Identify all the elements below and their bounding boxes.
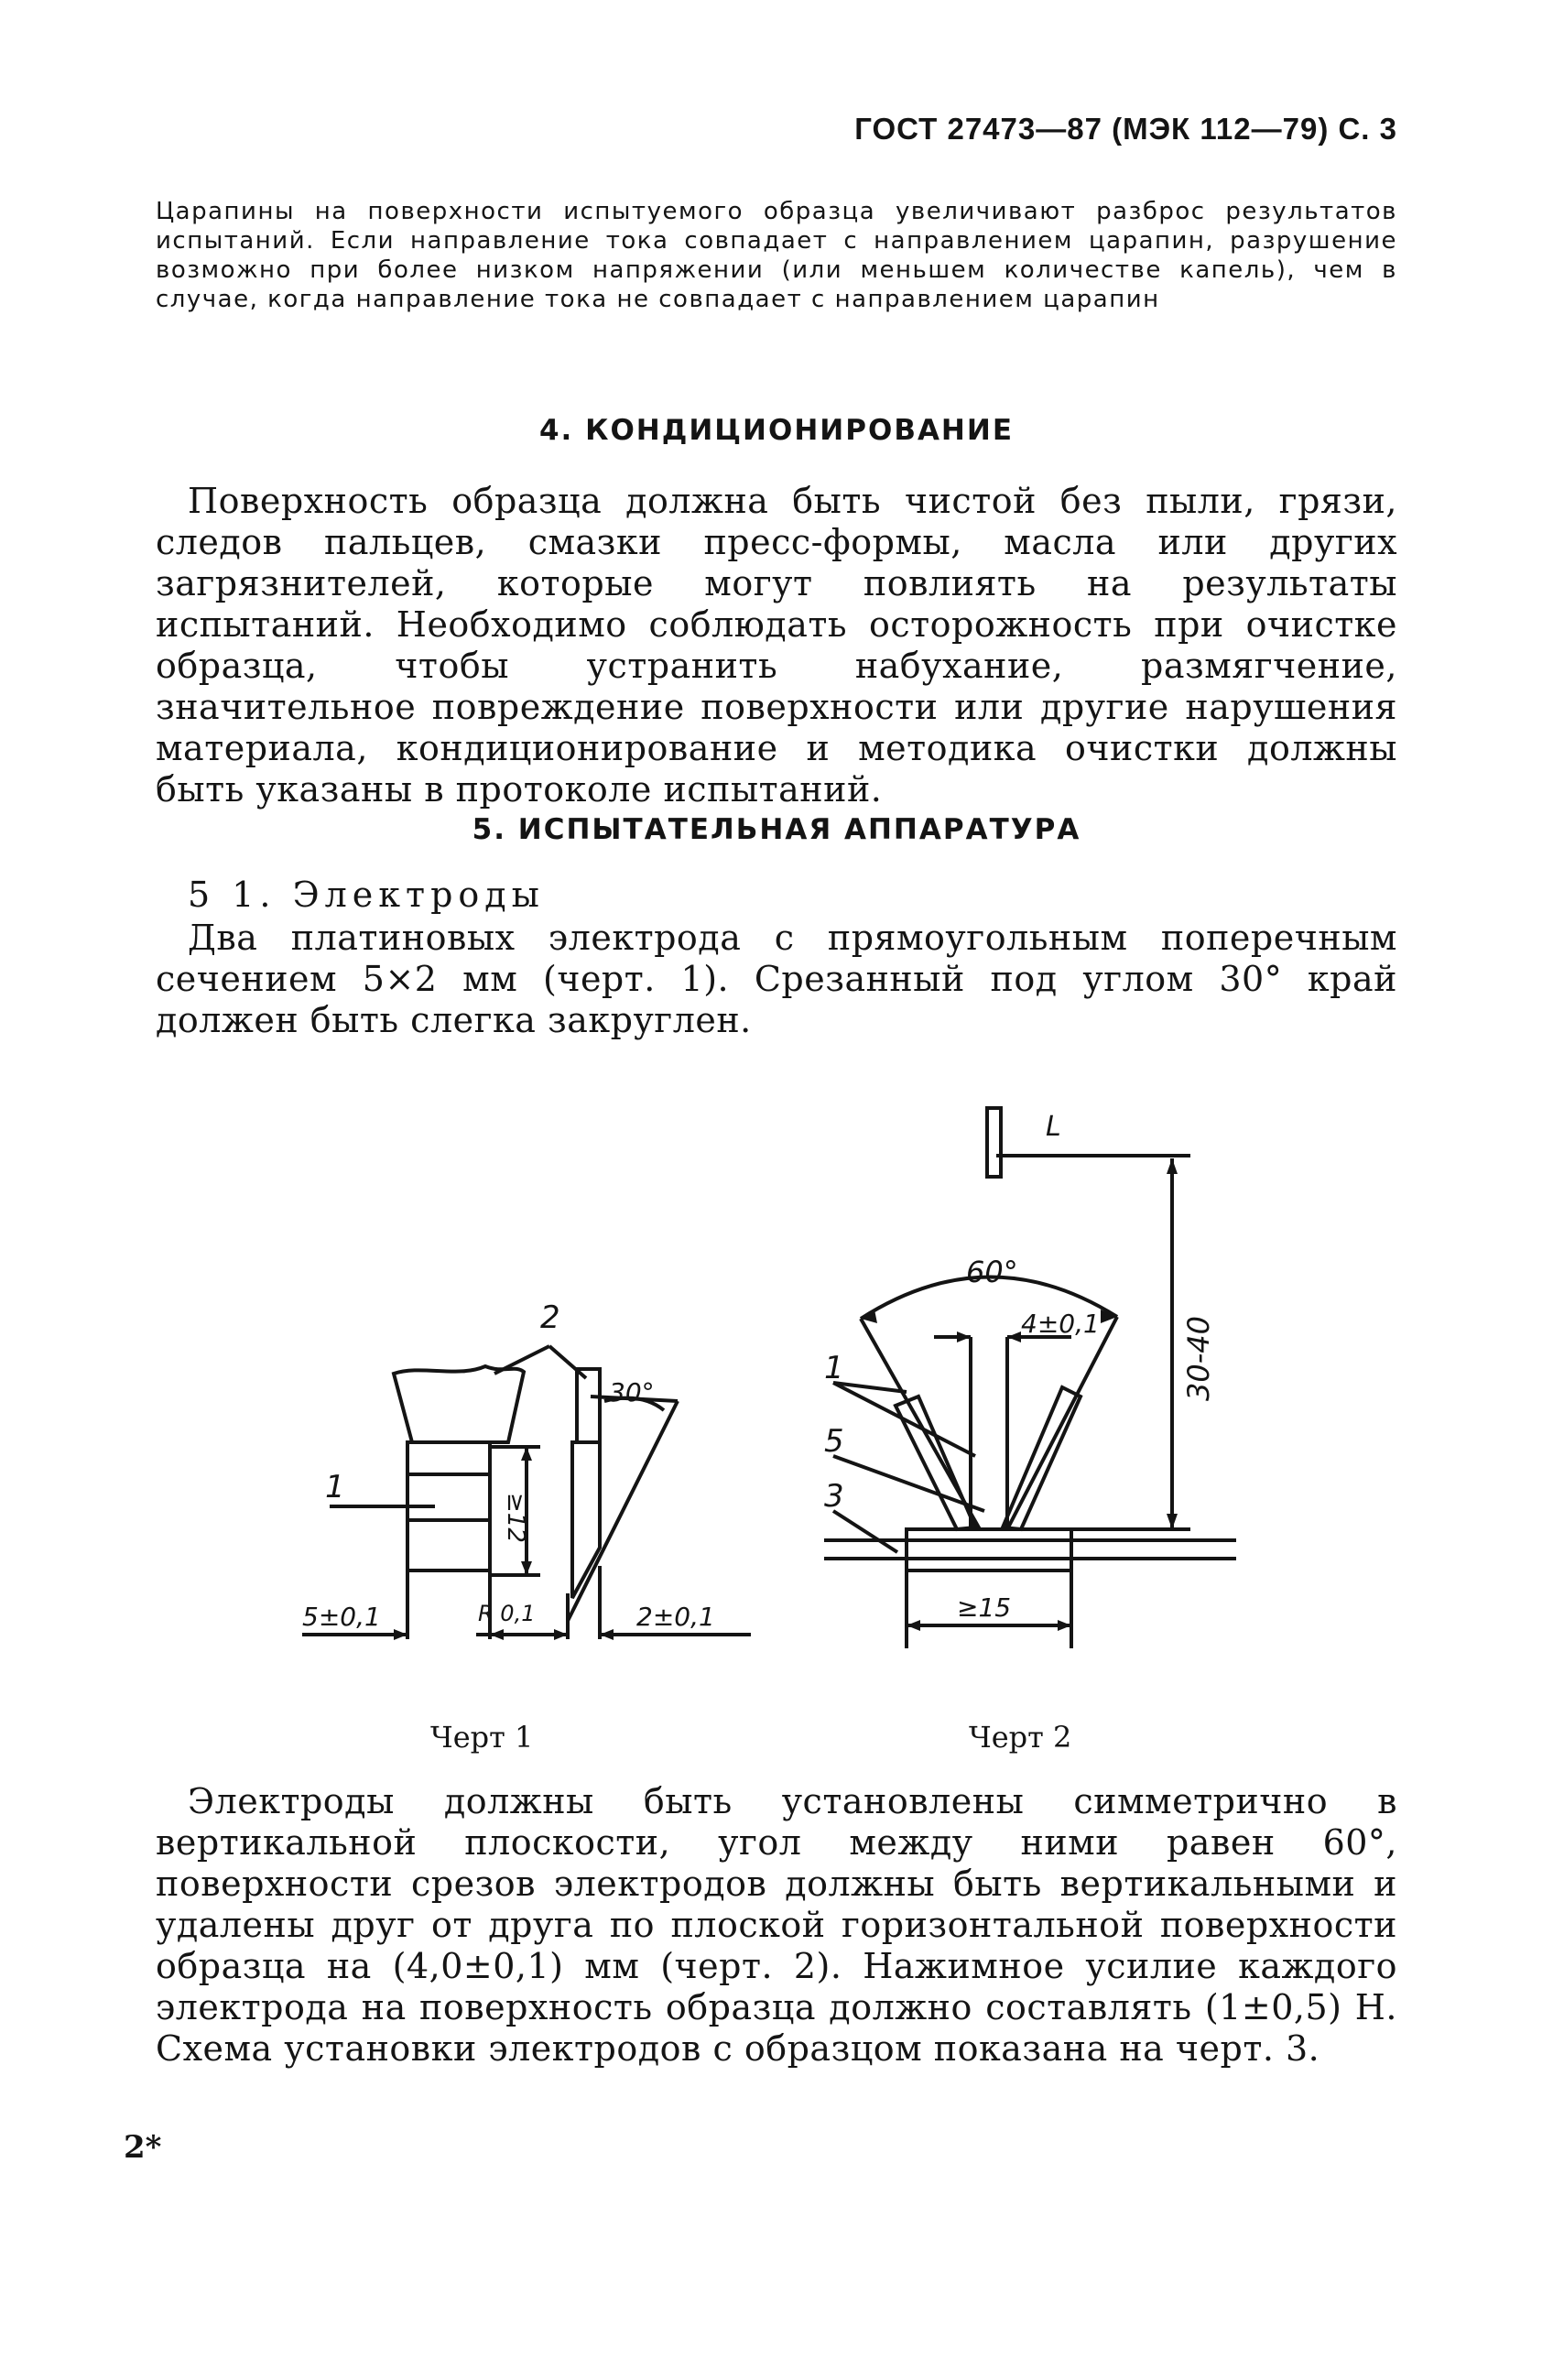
intro-paragraph: Царапины на поверхности испытуемого образца увеличивают разброс результатов испытаний. Если направление тока совпадает с направлением царапин, разрушение возможно при более низком напряжении (или меньшем количестве капель), чем в случае, когда направление тока не совпадает с направлением царапин <box>156 198 1397 313</box>
fig1-radius-label: R 0,1 <box>478 1601 536 1626</box>
page-header: ГОСТ 27473—87 (МЭК 112—79) С. 3 <box>854 112 1397 146</box>
fig2-gap-label: 4±0,1 <box>1021 1309 1100 1339</box>
page-mark: 2* <box>124 2129 162 2166</box>
electrode-front-view <box>394 1366 524 1442</box>
figure-2-drawing <box>797 1090 1309 1694</box>
right-electrode-ray <box>1007 1317 1117 1529</box>
part-5-leader <box>833 1456 984 1511</box>
figure-1-caption: Черт 1 <box>430 1720 534 1755</box>
fig1-thickness-label: 2±0,1 <box>636 1602 715 1632</box>
figure-1-drawing <box>275 1264 787 1740</box>
subsection-title: 5 1. Электроды <box>188 875 545 915</box>
figure-2-caption: Черт 2 <box>969 1720 1072 1755</box>
section-5-paragraph-2: Электроды должны быть установлены симметрично в вертикальной плоскости, угол между ними равен 60°, поверхности срезов электродов должны быть вертикальными и удалены друг от друга по плоской горизонтальной поверхности образца на (4,0±0,1) мм (черт. 2). Нажимное усилие каждого электрода на поверхность образца должно составлять (1±0,5) Н. Схема установки электродов с образцом показана на черт. 3. <box>156 1781 1397 2069</box>
fig1-label-1: 1 <box>325 1469 345 1505</box>
specimen-block <box>907 1529 1071 1570</box>
fig2-angle-label: 60° <box>966 1255 1018 1289</box>
part-3-leader <box>833 1511 897 1552</box>
fig1-width-label: 5±0,1 <box>302 1602 381 1632</box>
section-4-heading: 4. КОНДИЦИОНИРОВАНИЕ <box>538 414 1015 447</box>
left-electrode <box>896 1396 975 1529</box>
fig1-label-2: 2 <box>540 1299 560 1336</box>
fig2-label-1: 1 <box>824 1350 844 1386</box>
fig1-length-label: ≥12 <box>502 1493 529 1543</box>
fig2-base-label: ≥15 <box>957 1592 1012 1623</box>
fig2-label-5: 5 <box>824 1423 844 1460</box>
fig1-angle-label: 30° <box>609 1377 655 1407</box>
load-block <box>987 1108 1001 1177</box>
fig2-label-3: 3 <box>824 1478 844 1515</box>
section-4-paragraph: Поверхность образца должна быть чистой без пыли, грязи, следов пальцев, смазки пресс-формы, масла или других загрязнителей, которые могут повлиять на результаты испытаний. Необходимо соблюдать осторожность при очистке образца, чтобы устранить набухание, размягчение, значительное повреждение поверхности или другие нарушения материала, кондиционирование и методика очистки должны быть указаны в протоколе испытаний. <box>156 481 1397 810</box>
fig2-load-label: L <box>1046 1111 1061 1143</box>
fig2-height-label: 30-40 <box>1181 1316 1216 1401</box>
section-5-heading: 5. ИСПЫТАТЕЛЬНАЯ АППАРАТУРА <box>472 813 1081 846</box>
section-5-paragraph: Два платиновых электрода с прямоугольным поперечным сечением 5×2 мм (черт. 1). Срезанный под углом 30° край должен быть слегка закруглен. <box>156 918 1397 1040</box>
